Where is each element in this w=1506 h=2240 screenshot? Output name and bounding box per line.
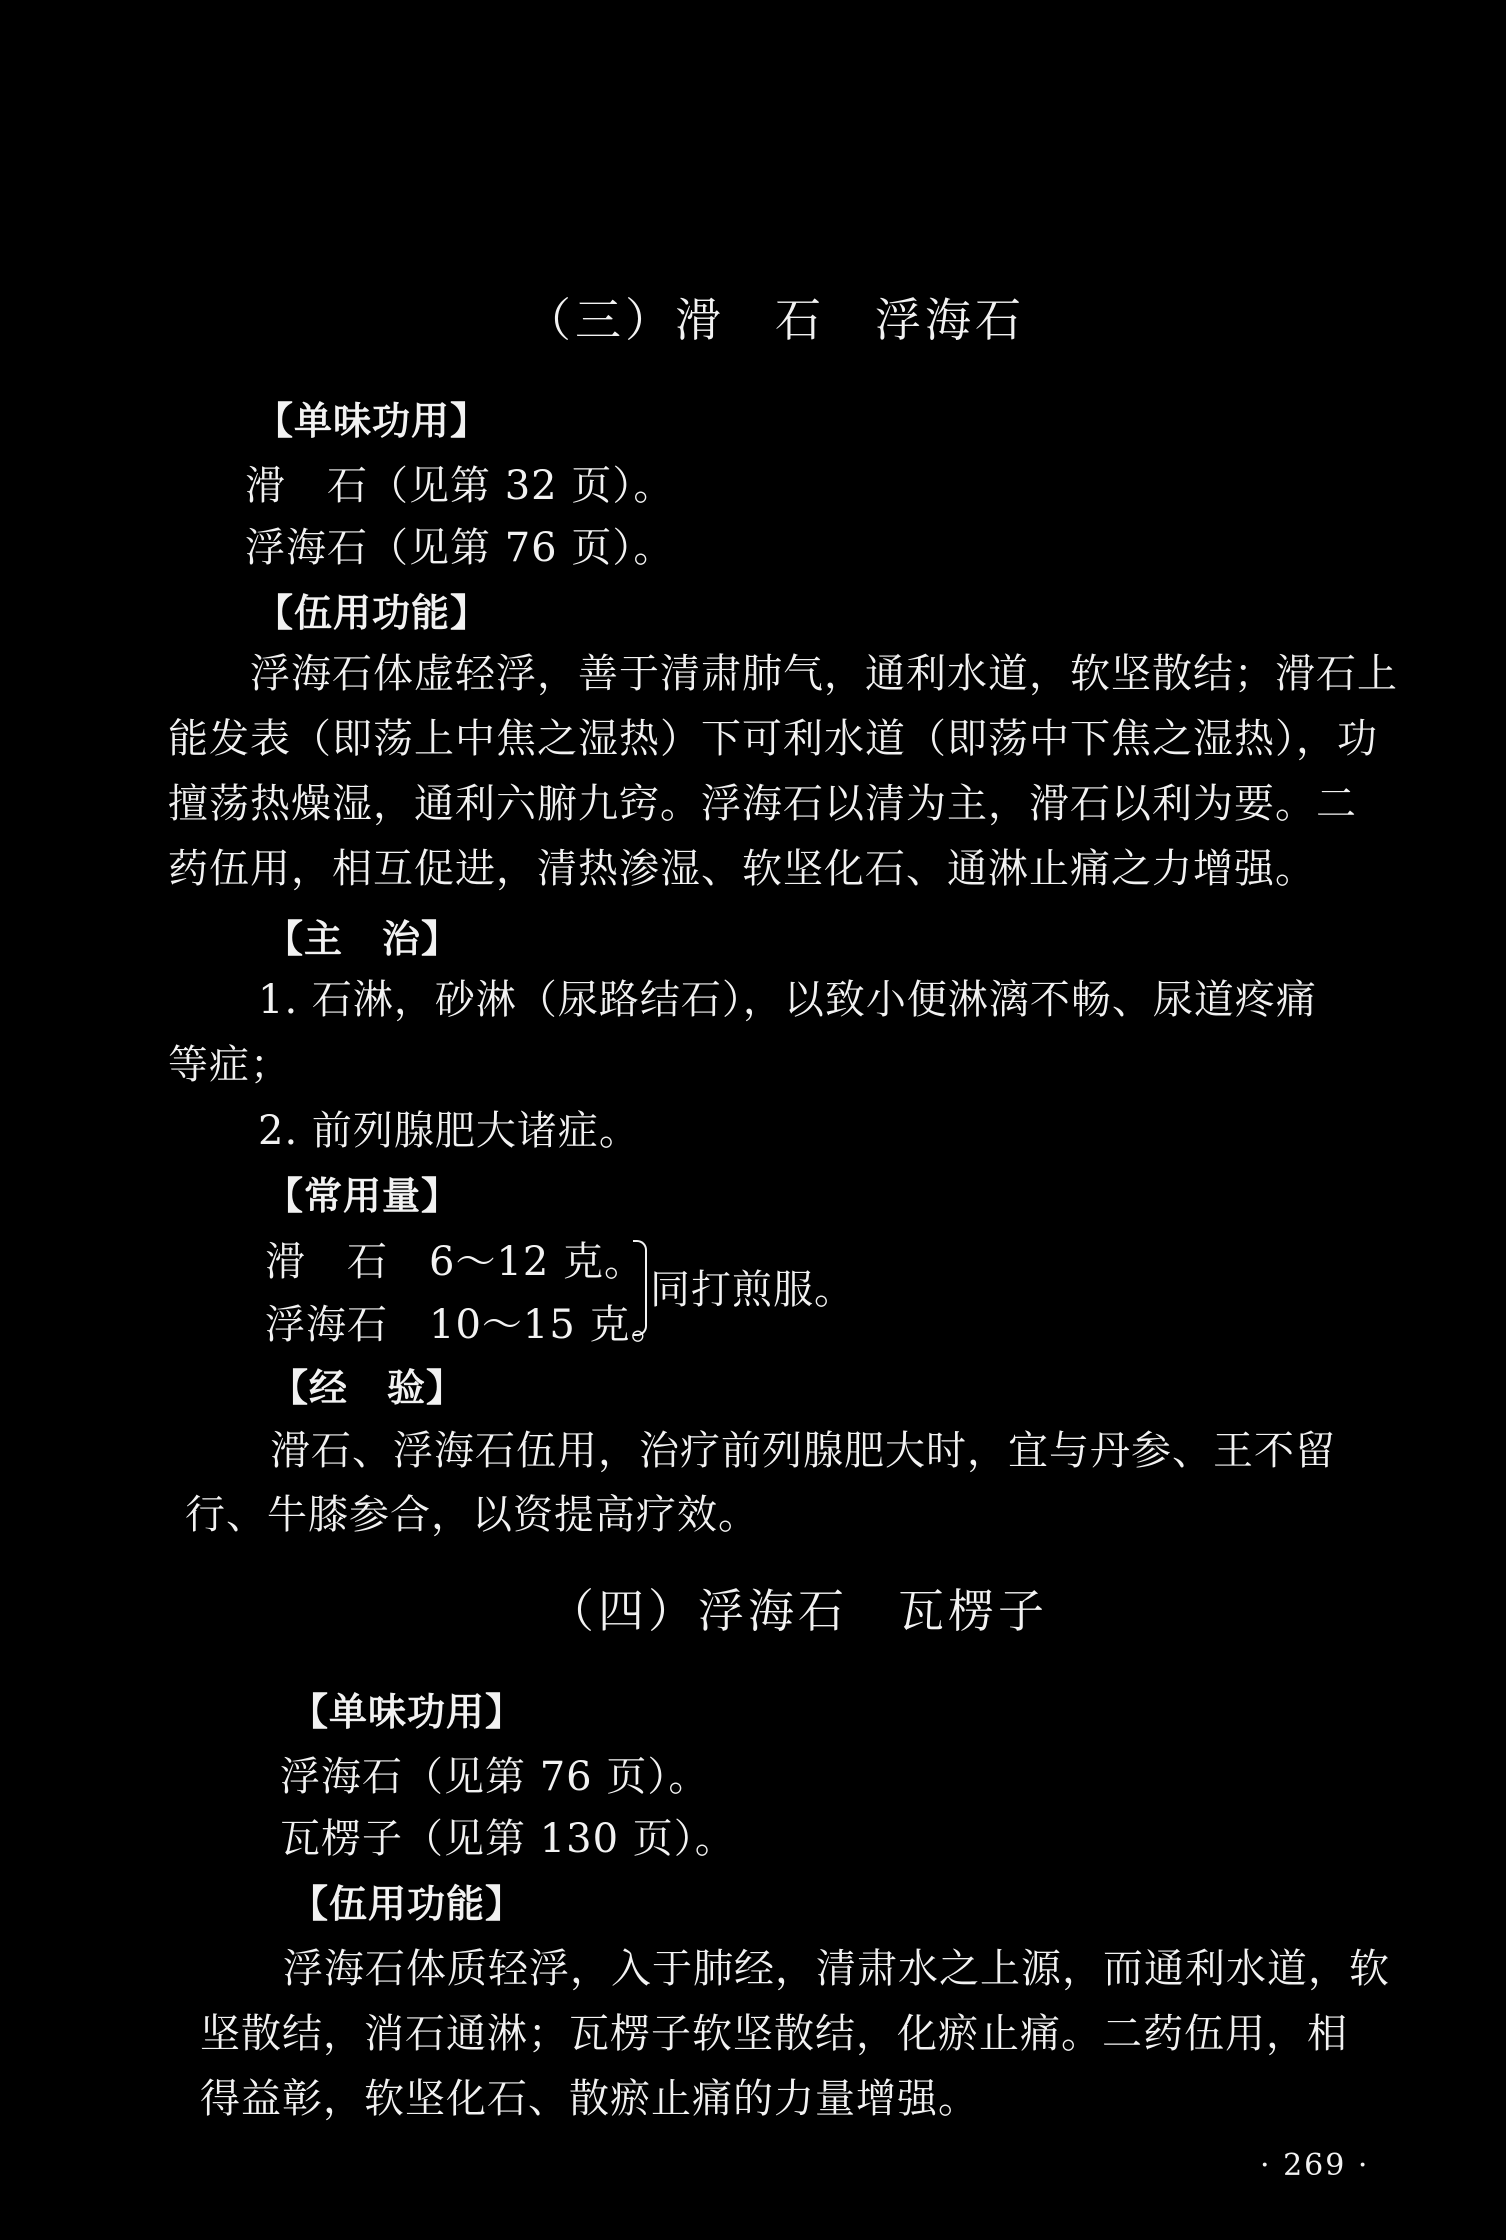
section-3-experience-line: 滑石、浮海石伍用，治疗前列腺肥大时，宜与丹参、王不留 [270, 1428, 1336, 1474]
section-4-combination-label: 【伍用功能】 [290, 1882, 525, 1926]
section-3-single-use-line: 浮海石（见第 76 页）。 [245, 525, 675, 571]
section-4-combination-line: 得益彰，软坚化石、散瘀止痛的力量增强。 [200, 2076, 979, 2122]
section-3-combination-line: 能发表（即荡上中焦之湿热）下可利水道（即荡中下焦之湿热），功 [168, 716, 1378, 762]
section-3-dosage-line: 滑 石 6～12 克。 [265, 1239, 646, 1285]
section-3-heading: （三）滑 石 浮海石 [525, 293, 1025, 347]
section-3-combination-line: 浮海石体虚轻浮，善于清肃肺气，通利水道，软坚散结；滑石上 [250, 651, 1398, 697]
section-3-indication-line: 1. 石淋，砂淋（尿路结石），以致小便淋漓不畅、尿道疼痛 [258, 977, 1317, 1023]
section-3-combination-label: 【伍用功能】 [255, 591, 490, 635]
section-3-indication-line: 2. 前列腺肥大诸症。 [258, 1108, 640, 1154]
section-4-heading: （四）浮海石 瓦楞子 [548, 1584, 1048, 1638]
section-3-combination-line: 擅荡热燥湿，通利六腑九窍。浮海石以清为主，滑石以利为要。二 [168, 781, 1357, 827]
section-3-dosage-label: 【常用量】 [265, 1174, 461, 1218]
section-3-dosage-line: 浮海石 10～15 克。 [265, 1302, 672, 1348]
section-4-combination-line: 浮海石体质轻浮，入于肺经，清肃水之上源，而通利水道，软 [283, 1946, 1390, 1992]
section-4-single-use-line: 浮海石（见第 76 页）。 [280, 1754, 710, 1800]
section-4-single-use-line: 瓦楞子（见第 130 页）。 [280, 1816, 736, 1862]
page-number: · 269 · [1260, 2148, 1370, 2183]
section-3-combination-line: 药伍用，相互促进，清热渗湿、软坚化石、通淋止痛之力增强。 [168, 846, 1316, 892]
section-3-experience-label: 【经 验】 [270, 1366, 466, 1410]
dosage-brace [633, 1240, 647, 1336]
section-3-indication-line: 等症； [168, 1042, 291, 1088]
section-3-experience-line: 行、牛膝参合，以资提高疗效。 [185, 1492, 759, 1538]
section-3-single-use-line: 滑 石（见第 32 页）。 [245, 463, 675, 509]
section-3-single-use-label: 【单味功用】 [255, 399, 490, 443]
section-4-combination-line: 坚散结，消石通淋；瓦楞子软坚散结，化瘀止痛。二药伍用，相 [200, 2011, 1348, 2057]
section-3-indications-label: 【主 治】 [265, 917, 461, 961]
section-3-dosage-note: 同打煎服。 [650, 1267, 855, 1313]
section-4-single-use-label: 【单味功用】 [290, 1690, 525, 1734]
